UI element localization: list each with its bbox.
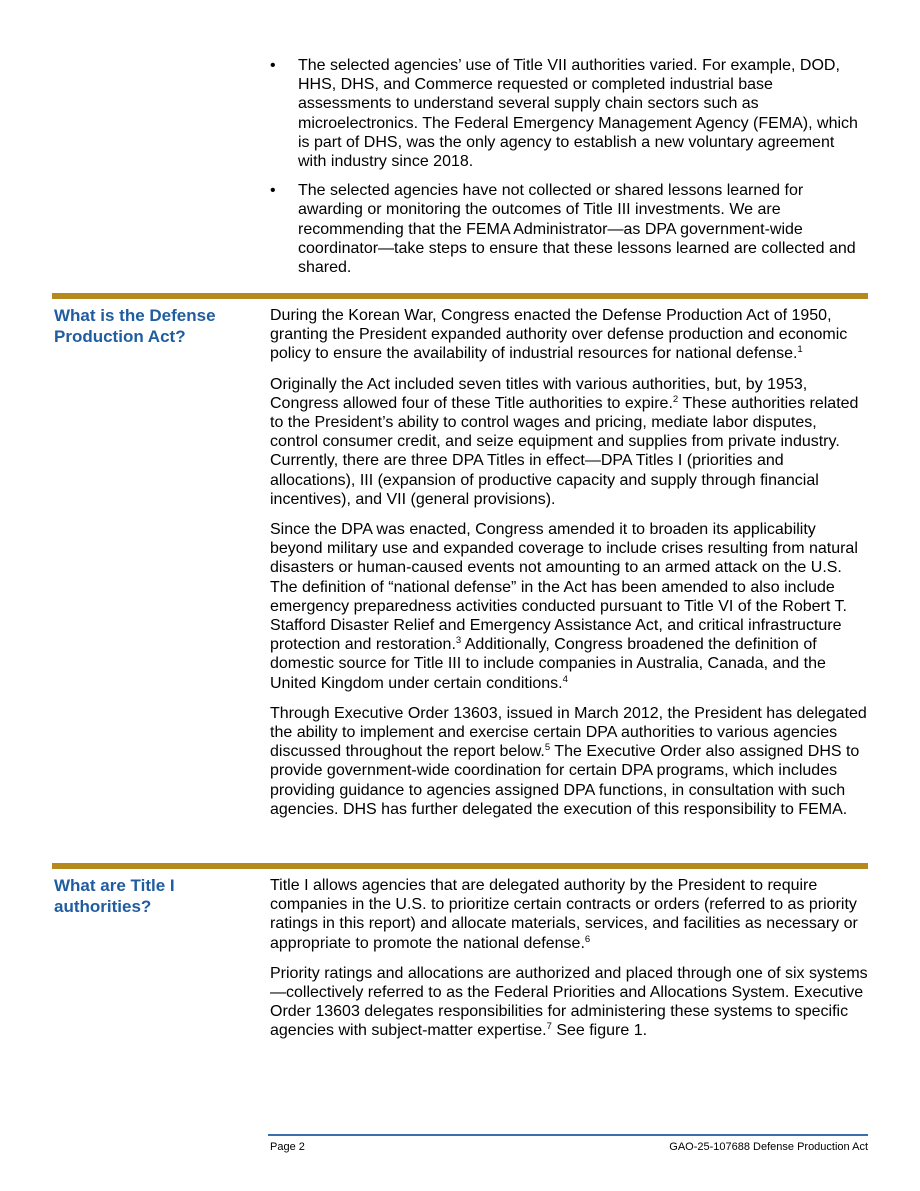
paragraph-text: Through Executive Order 13603, issued in March 2012, the President has delegated the ability to implement and exercise certain DPA authorities to various agencies discussed throughout the report below.	[270, 704, 867, 761]
paragraph-text: These authorities related to the President’s ability to control wages and pricing, mediate labor disputes, control consumer credit, and seize equipment and supplies from private industry. Currently, there are three DPA Titles in effect—DPA Titles I (priorities and allocations), III (expansion of productive capacity and supply through financial incentives), and VII (general provisions).	[270, 394, 859, 508]
bullet-text: The selected agencies have not collected or shared lessons learned for awarding or monitoring the outcomes of Title III investments. We are recommending that the FEMA Administrator—as DPA government-wide coordinator—take steps to ensure that these lessons learned are collected and shared.	[298, 182, 856, 277]
section-heading: What is the Defense Production Act?	[54, 306, 216, 346]
footer-divider	[268, 1134, 868, 1136]
footnote-ref[interactable]: 6	[584, 933, 591, 945]
footnote-ref[interactable]: 2	[672, 393, 679, 405]
footnote-ref[interactable]: 4	[562, 673, 568, 685]
section-body	[270, 876, 868, 1052]
section-body	[270, 306, 868, 830]
bullet-dot-icon: •	[270, 57, 276, 74]
bullet-list	[270, 56, 866, 287]
paragraph-text: The Executive Order also assigned DHS to provide government-wide coordination for certain DPA programs, which includes providing guidance to agencies assigned DPA functions, in consultation with such agencies. DHS has further delegated the execution of this responsibility to FEMA.	[270, 743, 860, 818]
footnote-ref[interactable]: 7	[546, 1021, 552, 1033]
paragraph-text: Additionally, Congress broadened the definition of domestic source for Title III to include companies in Australia, Canada, and the United Kingdom under certain conditions.	[270, 636, 826, 692]
bullet-item	[270, 56, 866, 171]
report-identifier: GAO-25-107688 Defense Production Act	[669, 1141, 868, 1153]
paragraph	[270, 375, 868, 509]
paragraph-text: Since the DPA was enacted, Congress amended it to broaden its applicability beyond military use and expanded coverage to include crises resulting from natural disasters or human-caused events not amounting to an armed attack on the U.S. The definition of “national defense” in the Act has been amended to also include emergency preparedness activities conducted pursuant to Title VI of the Robert T. Stafford Disaster Relief and Emergency Assistance Act, and critical infrastructure protection and restoration.	[270, 521, 858, 654]
paragraph-text: See figure 1.	[551, 1022, 648, 1040]
paragraph	[270, 520, 868, 693]
paragraph	[270, 964, 868, 1041]
paragraph-text: Originally the Act included seven titles with various authorities, but, by 1953, Congress allowed four of these Title authorities to expire.	[270, 375, 808, 412]
section-heading: What are Title I authorities?	[54, 876, 175, 916]
paragraph-text: Priority ratings and allocations are authorized and placed through one of six systems—collectively referred to as the Federal Priorities and Allocations System. Executive Order 13603 delegates responsibilities for administering these systems to specific agencies with subject-matter expertise.	[270, 964, 868, 1040]
paragraph-text: During the Korean War, Congress enacted the Defense Production Act of 1950, granting the President expanded authority over defense production and economic policy to ensure the availability of industrial resources for national defense.	[270, 307, 848, 363]
bullet-item	[270, 181, 866, 277]
paragraph	[270, 704, 868, 819]
paragraph	[270, 876, 868, 953]
section-divider	[52, 863, 868, 869]
footnote-ref[interactable]: 3	[455, 635, 462, 647]
section-divider	[52, 293, 868, 299]
footnote-ref[interactable]: 5	[544, 742, 551, 754]
paragraph	[270, 306, 868, 364]
footnote-ref[interactable]: 1	[797, 344, 803, 356]
paragraph-text: Title I allows agencies that are delegated authority by the President to require companies in the U.S. to prioritize certain contracts or orders (referred to as priority ratings in this report) and allocate materials, services, and facilities as necessary or appropriate to promote the national defense.	[270, 877, 858, 952]
bullet-dot-icon: •	[270, 182, 276, 200]
page-number: Page 2	[270, 1141, 305, 1153]
bullet-text: The selected agencies’ use of Title VII authorities varied. For example, DOD, HHS, DHS, and Commerce requested or completed industrial base assessments to understand several supply chain sectors such as microelectronics. The Federal Emergency Management Agency (FEMA), which is part of DHS, was the only agency to establish a new voluntary agreement with industry since 2018.	[298, 57, 858, 171]
